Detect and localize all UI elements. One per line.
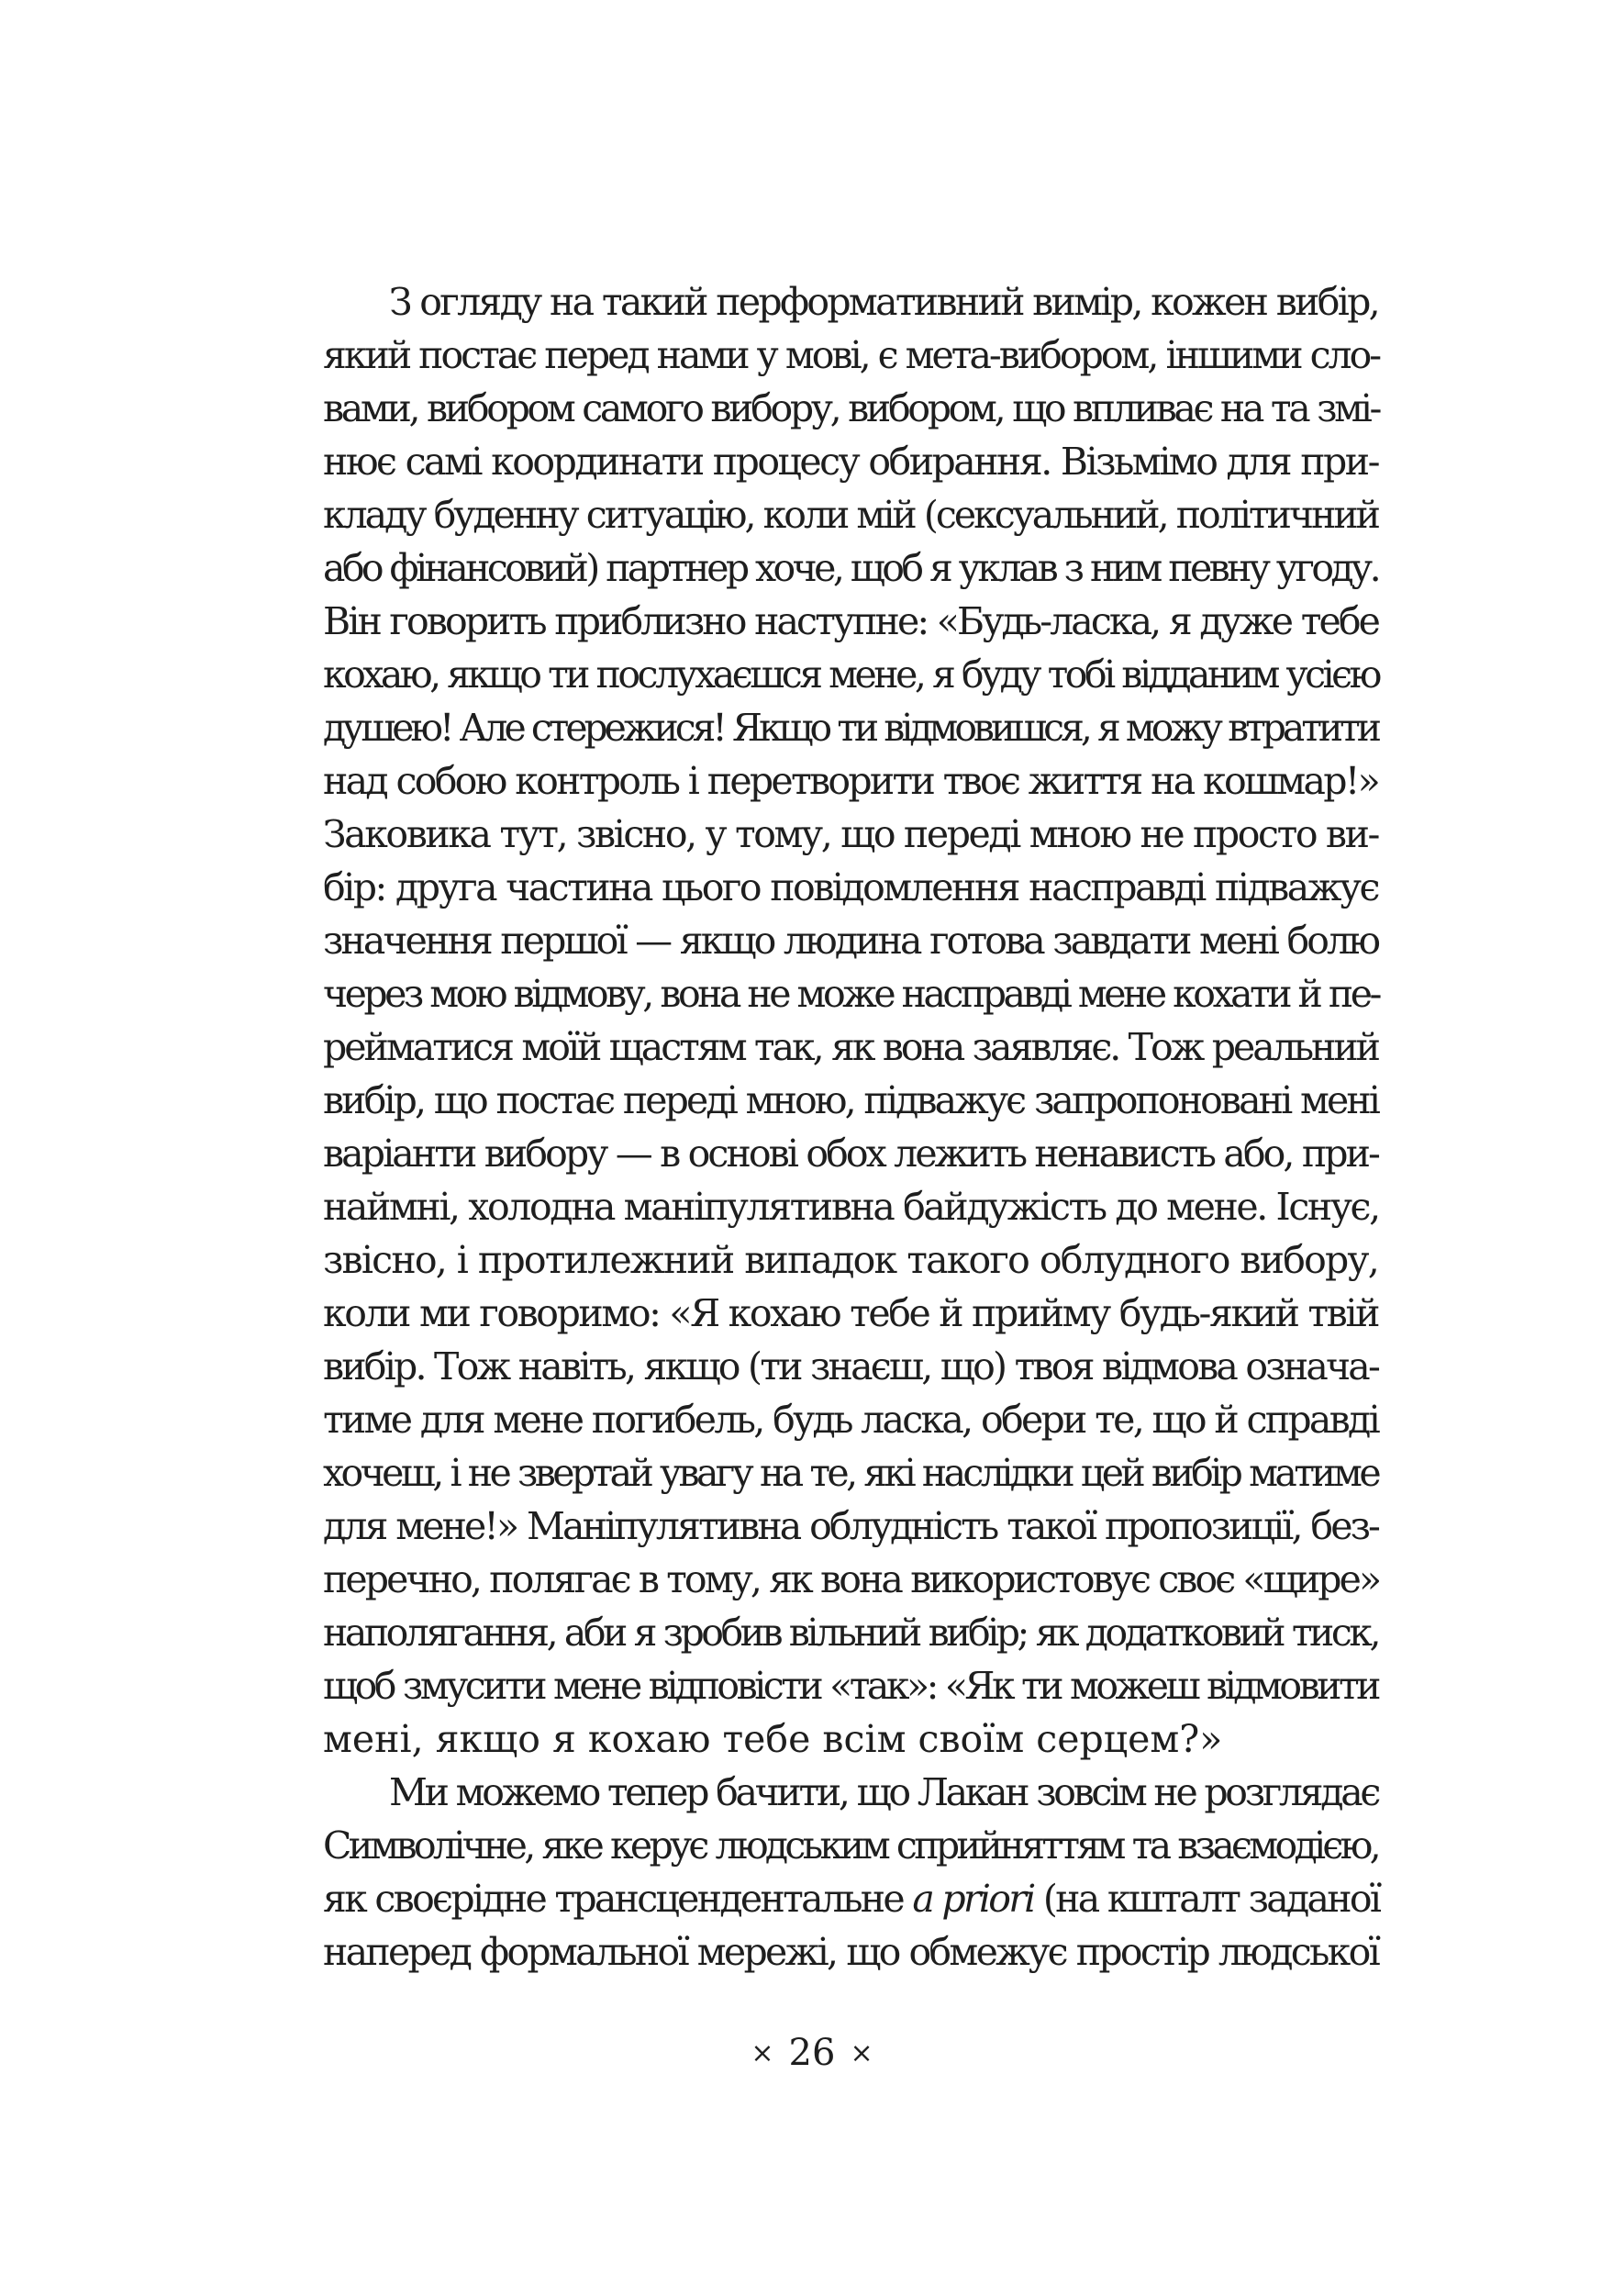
text-line: хочеш, і не звертай увагу на те, які наслідки цей вибір матиме: [323, 1451, 1378, 1495]
text-line: Символічне, яке керує людським сприйняттям та взаємодією,: [323, 1823, 1378, 1868]
text-line: через мою відмову, вона не може насправді мене кохати й пе-: [323, 972, 1379, 1016]
text-line: вибір, що постає переді мною, підважує запропоновані мені: [323, 1078, 1378, 1122]
text-segment: як своєрідне трансцендентальне: [323, 1877, 913, 1921]
text-line: Заковика тут, звісно, у тому, що переді мною не просто ви-: [323, 812, 1378, 856]
text-line: Він говорить приблизно наступне: «Будь-ласка, я дуже тебе: [323, 599, 1378, 643]
page-number-separator-right: ×: [850, 2037, 873, 2069]
text-line: наймні, холодна маніпулятивна байдужість до мене. Існує,: [323, 1185, 1379, 1229]
page-footer: [0, 2030, 1624, 2077]
text-line: звісно, і протилежний випадок такого облудного вибору,: [323, 1238, 1378, 1282]
text-line: З огляду на такий перформативний вимір, кожен вибір,: [389, 280, 1378, 324]
text-line: варіанти вибору — в основі обох лежить ненависть або, при-: [323, 1132, 1378, 1176]
text-line: наперед формальної мережі, що обмежує простір людської: [323, 1930, 1378, 1974]
text-line: кладу буденну ситуацію, коли мій (сексуальний, політичний: [323, 493, 1378, 537]
text-line: рейматися моїй щастям так, як вона заявляє. Тож реальний: [323, 1025, 1378, 1069]
text-line: тиме для мене погибель, будь ласка, обери те, що й справді: [323, 1398, 1378, 1442]
text-line: для мене!» Маніпулятивна облудність такої пропозиції, без-: [323, 1504, 1378, 1548]
page-number-separator-left: ×: [751, 2037, 774, 2069]
text-line: або фінансовий) партнер хоче, щоб я уклав з ним певну угоду.: [323, 546, 1378, 590]
body-text: [323, 275, 1378, 1979]
text-line-with-italic: [323, 1872, 1378, 1925]
text-line: коли ми говоримо: «Я кохаю тебе й прийму будь-який твій: [323, 1291, 1378, 1335]
text-segment: (на кшталт заданої: [1033, 1877, 1380, 1921]
page-number: 26: [788, 2032, 836, 2074]
text-line: значення першої — якщо людина готова завдати мені болю: [323, 919, 1378, 963]
text-line: нює самі координати процесу обирання. Візьмімо для при-: [323, 440, 1378, 484]
text-line: бір: друга частина цього повідомлення насправді підважує: [323, 865, 1378, 909]
text-line: над собою контроль і перетворити твоє життя на кошмар!»: [323, 759, 1378, 803]
text-line: перечно, полягає в тому, як вона використовує своє «щире»: [323, 1557, 1380, 1601]
text-line: душею! Але стережися! Якщо ти відмовишся, я можу втратити: [323, 706, 1378, 750]
italic-term: a priori: [912, 1877, 1034, 1921]
text-line: вами, вибором самого вибору, вибором, що впливає на та змі-: [323, 386, 1380, 430]
text-line: вибір. Тож навіть, якщо (ти знаєш, що) твоя відмова означа-: [323, 1344, 1378, 1388]
text-line: кохаю, якщо ти послухаєшся мене, я буду тобі відданим усією: [323, 652, 1379, 697]
text-line: який постає перед нами у мові, є мета-вибором, іншими сло-: [323, 333, 1380, 377]
text-line: наполягання, аби я зробив вільний вибір; як додатковий тиск,: [323, 1611, 1378, 1655]
text-line: мені, якщо я кохаю тебе всім своїм серцем?»: [323, 1717, 1223, 1761]
text-line: Ми можемо тепер бачити, що Лакан зовсім не розглядає: [389, 1770, 1378, 1814]
text-line: щоб змусити мене відповісти «так»: «Як ти можеш відмовити: [323, 1664, 1378, 1708]
